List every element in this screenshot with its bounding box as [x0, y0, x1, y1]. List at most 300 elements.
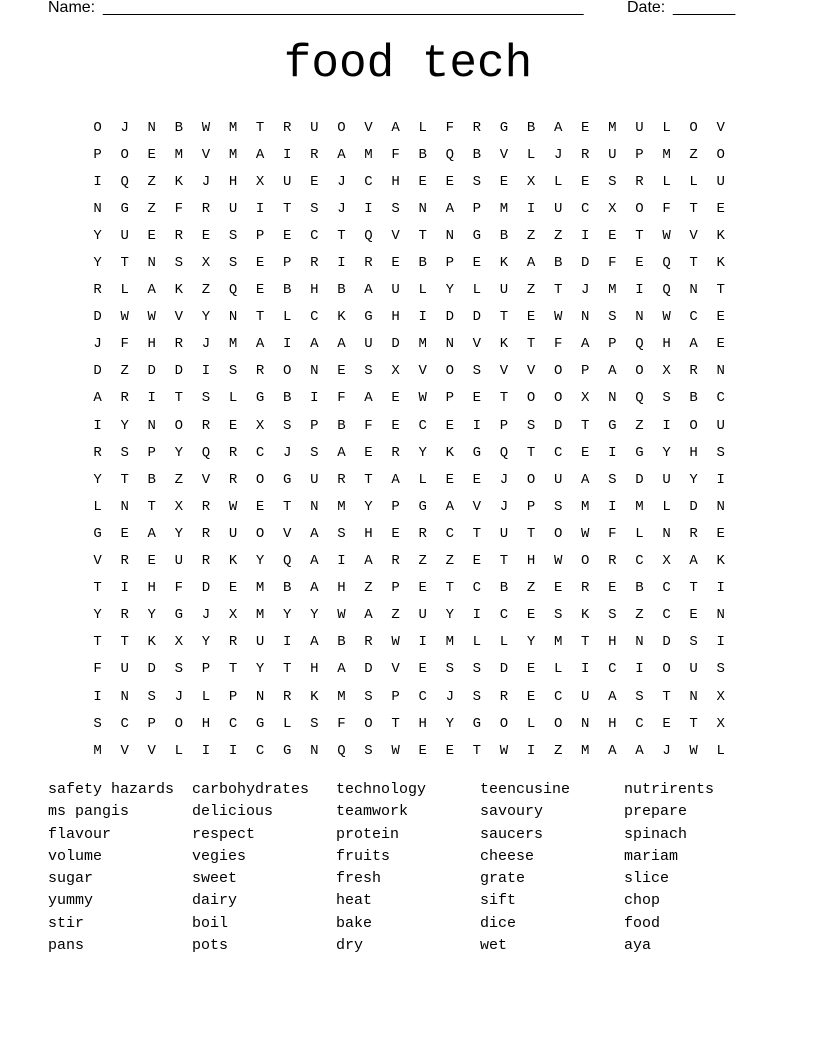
grid-letter: N [608, 390, 617, 407]
grid-letter: V [526, 363, 536, 380]
grid-letter: K [716, 553, 725, 570]
grid-letter: P [581, 363, 590, 380]
grid-letter: S [635, 688, 644, 705]
grid-letter: O [93, 119, 102, 136]
grid-letter: G [255, 390, 265, 407]
grid-letter: F [391, 146, 400, 163]
grid-letter: L [662, 498, 671, 515]
grid-letter: J [499, 498, 509, 515]
grid-letter: N [120, 688, 129, 705]
grid-letter: E [147, 146, 156, 163]
grid-letter: I [93, 173, 102, 190]
grid-letter: O [526, 471, 536, 488]
word-bank-item: bake [336, 914, 373, 932]
grid-letter: S [228, 227, 238, 244]
grid-letter: R [228, 471, 238, 488]
grid-letter: I [120, 580, 129, 597]
grid-letter: Y [255, 553, 265, 570]
word-bank-item: flavour [48, 825, 112, 843]
grid-letter: E [418, 580, 427, 597]
grid-letter: B [283, 580, 292, 597]
grid-letter: G [635, 444, 644, 461]
grid-letter: S [228, 363, 238, 380]
grid-letter: M [635, 498, 644, 515]
grid-letter: E [120, 525, 129, 542]
grid-letter: L [201, 688, 211, 705]
grid-letter: P [255, 227, 265, 244]
grid-letter: Z [174, 471, 184, 488]
grid-letter: I [283, 336, 292, 353]
grid-letter: N [228, 309, 238, 326]
grid-letter: V [201, 471, 211, 488]
grid-letter: K [716, 255, 725, 272]
grid-letter: R [581, 146, 590, 163]
grid-letter: Y [364, 498, 373, 515]
grid-letter: X [662, 553, 671, 570]
grid-letter: R [201, 498, 211, 515]
grid-letter: B [418, 146, 427, 163]
grid-letter: M [581, 498, 590, 515]
grid-letter: Y [201, 309, 211, 326]
grid-letter: R [689, 525, 698, 542]
grid-letter: V [418, 363, 427, 380]
grid-letter: R [93, 282, 102, 299]
grid-letter: C [472, 580, 482, 597]
grid-letter: R [472, 119, 482, 136]
grid-letter: R [201, 525, 211, 542]
grid-letter: U [662, 471, 671, 488]
grid-letter: D [391, 336, 400, 353]
grid-letter: E [472, 390, 482, 407]
name-label: Name: [48, 0, 96, 16]
grid-letter: K [581, 607, 590, 624]
grid-letter: E [662, 715, 671, 732]
grid-letter: K [499, 336, 509, 353]
grid-letter: J [120, 119, 129, 136]
grid-letter: C [581, 200, 590, 217]
grid-letter: M [608, 119, 617, 136]
grid-letter: T [689, 715, 698, 732]
grid-letter: D [147, 661, 156, 678]
grid-letter: A [337, 444, 346, 461]
grid-letter: R [174, 227, 184, 244]
grid-letter: A [310, 580, 319, 597]
grid-letter: Y [174, 525, 184, 542]
grid-letter: F [608, 255, 617, 272]
word-bank-item: fruits [336, 847, 391, 865]
grid-letter: E [716, 525, 725, 542]
grid-letter: T [499, 309, 509, 326]
grid-letter: A [581, 471, 590, 488]
grid-letter: D [662, 634, 671, 651]
word-bank-item: food [624, 914, 661, 932]
worksheet-header [48, 0, 748, 20]
grid-letter: D [201, 580, 211, 597]
grid-letter: B [337, 417, 346, 434]
grid-letter: O [553, 525, 563, 542]
grid-letter: S [716, 661, 725, 678]
grid-letter: J [174, 688, 184, 705]
grid-letter: W [228, 498, 238, 515]
grid-letter: C [608, 661, 617, 678]
grid-letter: Z [526, 580, 536, 597]
grid-letter: E [445, 742, 454, 759]
grid-letter: K [228, 553, 238, 570]
grid-letter: F [120, 336, 129, 353]
grid-letter: K [174, 173, 184, 190]
grid-letter: R [581, 580, 590, 597]
grid-letter: K [716, 227, 725, 244]
grid-letter: L [662, 119, 671, 136]
grid-letter: S [553, 607, 563, 624]
grid-letter: V [499, 146, 509, 163]
grid-letter: O [283, 363, 292, 380]
grid-letter: W [391, 742, 400, 759]
grid-letter: Y [120, 417, 129, 434]
word-bank-item: fresh [336, 870, 382, 888]
grid-letter: T [445, 580, 454, 597]
grid-letter: E [472, 553, 482, 570]
word-bank-item: pans [48, 937, 85, 955]
grid-letter: O [689, 417, 698, 434]
word-bank-item: aya [624, 937, 652, 955]
grid-letter: L [662, 173, 671, 190]
grid-letter: I [337, 553, 346, 570]
grid-letter: I [608, 444, 617, 461]
grid-letter: Y [445, 607, 454, 624]
grid-letter: B [337, 634, 346, 651]
grid-letter: L [553, 661, 563, 678]
grid-letter: S [662, 390, 671, 407]
word-bank-item: wet [480, 937, 508, 955]
grid-letter: N [635, 309, 644, 326]
grid-letter: Q [662, 282, 671, 299]
grid-letter: O [337, 119, 346, 136]
grid-letter: S [174, 661, 184, 678]
grid-letter: S [283, 417, 292, 434]
grid-letter: J [662, 742, 671, 759]
grid-letter: N [662, 525, 671, 542]
grid-letter: N [635, 634, 644, 651]
grid-letter: E [472, 255, 482, 272]
grid-letter: E [418, 173, 427, 190]
grid-letter: P [445, 390, 454, 407]
grid-letter: T [553, 282, 563, 299]
grid-letter: T [499, 390, 509, 407]
grid-letter: G [174, 607, 184, 624]
grid-letter: I [201, 363, 211, 380]
grid-letter: D [581, 255, 590, 272]
grid-letter: O [526, 390, 536, 407]
word-bank [48, 779, 768, 957]
grid-letter: W [418, 390, 427, 407]
grid-letter: R [120, 553, 129, 570]
grid-letter: L [553, 173, 563, 190]
grid-letter: S [472, 173, 482, 190]
grid-letter: E [526, 309, 536, 326]
grid-letter: F [608, 525, 617, 542]
grid-letter: F [364, 417, 373, 434]
grid-letter: F [553, 336, 563, 353]
grid-letter: M [255, 580, 265, 597]
grid-letter: N [689, 688, 698, 705]
grid-letter: E [581, 119, 590, 136]
grid-letter: P [526, 498, 536, 515]
grid-letter: C [255, 444, 265, 461]
grid-letter: U [716, 417, 725, 434]
grid-letter: V [283, 525, 292, 542]
grid-letter: P [391, 688, 400, 705]
grid-letter: S [310, 444, 319, 461]
grid-letter: Q [635, 390, 644, 407]
grid-letter: N [581, 715, 590, 732]
grid-letter: E [553, 580, 563, 597]
grid-letter: Z [526, 227, 536, 244]
grid-letter: R [255, 363, 265, 380]
grid-letter: S [310, 715, 319, 732]
grid-letter: F [445, 119, 454, 136]
grid-letter: E [283, 227, 292, 244]
grid-letter: N [93, 200, 102, 217]
grid-letter: U [689, 661, 698, 678]
grid-letter: N [310, 363, 319, 380]
grid-letter: A [364, 607, 373, 624]
grid-letter: M [337, 498, 346, 515]
grid-letter: R [120, 607, 129, 624]
grid-letter: S [337, 525, 346, 542]
grid-letter: E [255, 282, 265, 299]
grid-letter: I [526, 742, 536, 759]
word-bank-item: vegies [192, 847, 247, 865]
grid-letter: M [418, 336, 427, 353]
word-bank-item: prepare [624, 803, 688, 821]
grid-letter: S [364, 742, 373, 759]
grid-letter: S [608, 173, 617, 190]
grid-letter: E [147, 227, 156, 244]
grid-letter: E [391, 255, 400, 272]
grid-letter: C [255, 742, 265, 759]
grid-letter: T [526, 336, 536, 353]
grid-letter: B [283, 282, 292, 299]
grid-letter: T [120, 255, 129, 272]
grid-letter: H [608, 634, 617, 651]
grid-letter: H [310, 661, 319, 678]
grid-letter: I [472, 417, 482, 434]
grid-letter: S [445, 661, 454, 678]
grid-letter: R [364, 255, 373, 272]
grid-letter: C [635, 553, 644, 570]
grid-letter: E [310, 173, 319, 190]
grid-letter: I [716, 580, 725, 597]
grid-letter: O [364, 715, 373, 732]
grid-letter: D [93, 363, 102, 380]
grid-letter: G [608, 417, 617, 434]
grid-letter: K [337, 309, 346, 326]
grid-letter: U [553, 200, 563, 217]
grid-letter: S [608, 471, 617, 488]
grid-letter: C [364, 173, 373, 190]
grid-letter: M [93, 742, 102, 759]
grid-letter: R [608, 553, 617, 570]
grid-letter: N [716, 498, 725, 515]
grid-letter: R [228, 444, 238, 461]
word-bank-item: yummy [48, 892, 94, 910]
grid-letter: Q [662, 255, 671, 272]
grid-letter: Y [255, 661, 265, 678]
grid-letter: U [228, 525, 238, 542]
grid-letter: D [553, 417, 563, 434]
grid-letter: E [391, 417, 400, 434]
grid-letter: A [255, 336, 265, 353]
grid-letter: Q [120, 173, 129, 190]
grid-letter: P [147, 715, 156, 732]
grid-letter: A [364, 282, 373, 299]
grid-letter: C [418, 417, 427, 434]
word-bank-item: boil [192, 914, 229, 932]
grid-letter: F [93, 661, 102, 678]
word-bank-item: mariam [624, 847, 679, 865]
grid-letter: R [499, 688, 509, 705]
grid-letter: R [93, 444, 102, 461]
grid-letter: L [635, 525, 644, 542]
grid-letter: B [499, 580, 509, 597]
grid-letter: V [499, 363, 509, 380]
grid-letter: A [608, 742, 617, 759]
grid-letter: J [337, 200, 346, 217]
grid-letter: Q [228, 282, 238, 299]
grid-letter: X [255, 417, 265, 434]
grid-letter: P [310, 417, 319, 434]
grid-letter: W [581, 525, 590, 542]
grid-letter: I [418, 634, 427, 651]
grid-letter: U [120, 661, 129, 678]
grid-letter: E [201, 227, 211, 244]
grid-letter: X [174, 498, 184, 515]
grid-letter: G [472, 444, 482, 461]
grid-letter: A [310, 634, 319, 651]
grid-letter: A [391, 471, 400, 488]
grid-letter: H [364, 525, 373, 542]
grid-letter: M [499, 200, 509, 217]
grid-letter: Z [689, 146, 698, 163]
grid-letter: X [716, 715, 725, 732]
grid-letter: F [174, 580, 184, 597]
word-bank-item: sugar [48, 870, 94, 888]
word-bank-item: stir [48, 914, 85, 932]
grid-letter: F [174, 200, 184, 217]
grid-letter: I [526, 200, 536, 217]
grid-letter: Y [93, 227, 102, 244]
grid-letter: N [147, 255, 156, 272]
grid-letter: R [310, 146, 319, 163]
grid-letter: X [255, 173, 265, 190]
grid-letter: H [391, 309, 400, 326]
grid-letter: V [147, 742, 156, 759]
grid-letter: Y [662, 444, 671, 461]
grid-letter: C [716, 390, 725, 407]
grid-letter: Q [283, 553, 292, 570]
grid-letter: G [120, 200, 129, 217]
grid-letter: U [418, 607, 427, 624]
grid-letter: N [147, 417, 156, 434]
grid-letter: H [310, 282, 319, 299]
grid-letter: L [93, 498, 102, 515]
grid-letter: R [201, 200, 211, 217]
grid-letter: T [689, 200, 698, 217]
grid-letter: N [445, 336, 454, 353]
grid-letter: E [391, 390, 400, 407]
grid-letter: R [337, 471, 346, 488]
grid-letter: W [499, 742, 509, 759]
grid-letter: H [391, 173, 400, 190]
grid-letter: E [228, 417, 238, 434]
grid-letter: T [662, 688, 671, 705]
grid-letter: O [635, 200, 644, 217]
grid-letter: B [635, 580, 644, 597]
grid-letter: D [93, 309, 102, 326]
grid-letter: A [608, 363, 617, 380]
grid-letter: O [581, 553, 590, 570]
grid-letter: E [445, 471, 454, 488]
grid-letter: J [581, 282, 590, 299]
grid-letter: C [635, 715, 644, 732]
grid-letter: Z [147, 173, 156, 190]
grid-letter: L [174, 742, 184, 759]
grid-letter: B [472, 146, 482, 163]
grid-letter: T [228, 661, 238, 678]
grid-letter: U [283, 173, 292, 190]
grid-letter: W [662, 227, 671, 244]
grid-letter: C [445, 525, 454, 542]
grid-letter: X [581, 390, 590, 407]
grid-letter: T [147, 498, 156, 515]
grid-letter: R [391, 444, 400, 461]
grid-letter: A [337, 336, 346, 353]
grid-letter: Z [364, 580, 373, 597]
grid-letter: T [716, 282, 725, 299]
word-search-grid [84, 114, 734, 764]
grid-letter: V [201, 146, 211, 163]
grid-letter: Y [526, 634, 536, 651]
grid-letter: A [310, 336, 319, 353]
grid-letter: N [120, 498, 129, 515]
grid-letter: G [472, 715, 482, 732]
grid-letter: E [635, 255, 644, 272]
grid-letter: U [120, 227, 129, 244]
grid-letter: U [608, 146, 617, 163]
grid-letter: B [147, 471, 156, 488]
grid-letter: U [499, 282, 509, 299]
grid-letter: T [93, 634, 102, 651]
grid-letter: O [689, 119, 698, 136]
grid-letter: G [283, 742, 292, 759]
grid-letter: A [526, 255, 536, 272]
word-bank-item: sift [480, 892, 517, 910]
grid-letter: X [201, 255, 211, 272]
grid-letter: G [472, 227, 482, 244]
word-bank-item: saucers [480, 825, 544, 843]
grid-letter: W [120, 309, 129, 326]
grid-letter: H [526, 553, 536, 570]
grid-letter: T [635, 227, 644, 244]
grid-letter: F [662, 200, 671, 217]
grid-letter: I [93, 688, 102, 705]
grid-letter: E [391, 525, 400, 542]
grid-letter: D [499, 661, 509, 678]
word-bank-item: dice [480, 914, 517, 932]
grid-letter: S [93, 715, 102, 732]
grid-letter: H [147, 580, 156, 597]
